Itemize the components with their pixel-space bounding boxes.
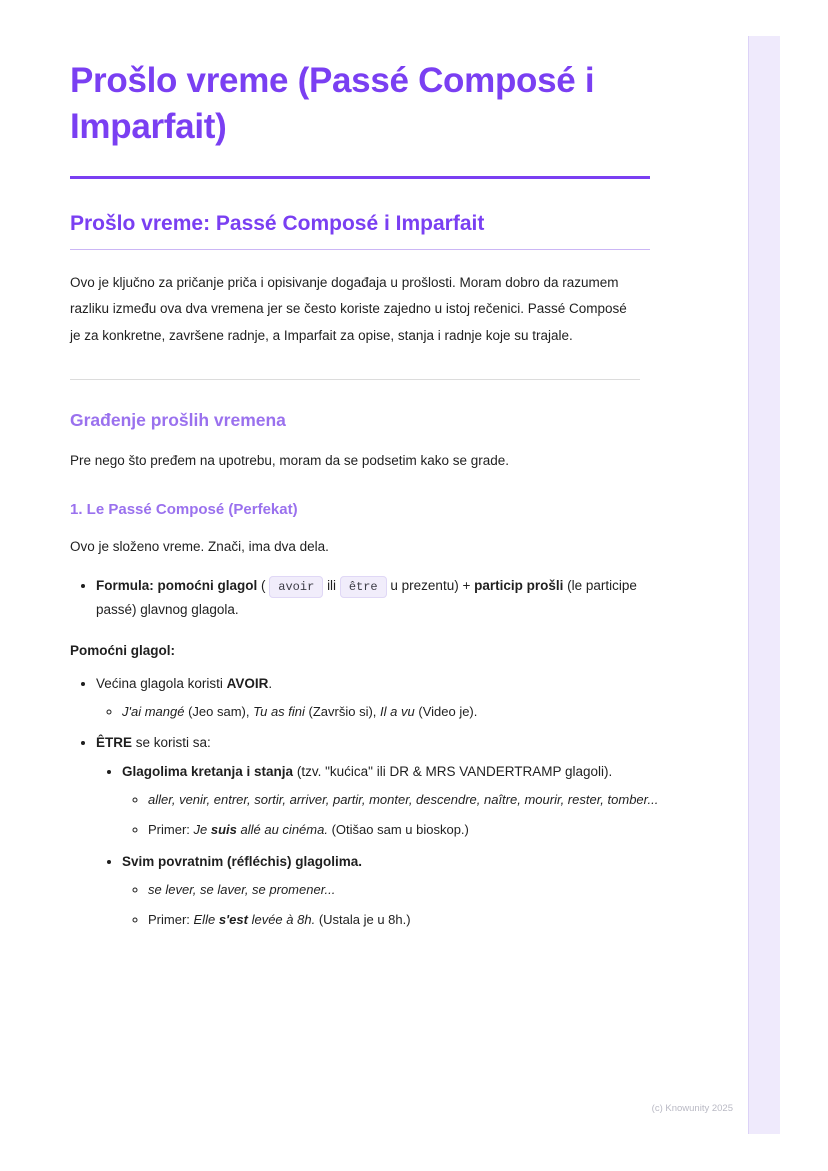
formula-label: Formula: pomoćni glagol (96, 577, 258, 593)
avoir-example-2-translation: (Završio si), (308, 703, 377, 719)
list-item-formula (96, 574, 680, 622)
etre-group1-bold: Glagolima kretanja i stanja (122, 764, 294, 780)
code-avoir: avoir (269, 576, 323, 598)
page-side-strip (748, 36, 780, 1134)
item-note: Ovo je složeno vreme. Znači, ima dva dela. (70, 539, 329, 555)
title-divider (70, 176, 650, 179)
avoir-example-2: Tu as fini (253, 703, 305, 719)
list-item-avoir-examples (122, 701, 680, 724)
etre-group1-example-translation: (Otišao sam u bioskop.) (331, 821, 469, 837)
list-item-etre-motion-verbs (122, 760, 680, 841)
etre-group2-bold: Svim povratnim (réfléchis) glagolima. (122, 854, 363, 870)
etre-bold: ÊTRE (96, 734, 133, 750)
avoir-examples-list (96, 701, 680, 724)
etre-group1-example-part2: allé au cinéma. (240, 821, 328, 837)
avoir-bold: AVOIR (226, 676, 269, 692)
avoir-lead-text: Većina glagola koristi (96, 676, 223, 692)
avoir-example-3: Il a vu (380, 703, 415, 719)
section-divider (70, 249, 650, 250)
etre-group2-example-translation: (Ustala je u 8h.) (318, 911, 411, 927)
subsection-heading: Građenje prošlih vremena (70, 409, 286, 430)
formula-after-code: u prezentu) + (390, 577, 471, 593)
formula-list (70, 574, 680, 622)
item-heading-passe-compose: 1. Le Passé Composé (Perfekat) (70, 501, 298, 519)
section-heading: Prošlo vreme: Passé Composé i Imparfait (70, 212, 485, 235)
list-item-etre (96, 731, 680, 932)
avoir-example-1: J'ai mangé (122, 703, 185, 719)
etre-groups-list (96, 760, 680, 931)
etre-group2-example-part2: levée à 8h. (251, 911, 316, 927)
etre-group1-verbs: aller, venir, entrer, sortir, arriver, partir, monter, descendre, naître, mourir, rester, tomber... (148, 791, 659, 807)
etre-lead-text: se koristi sa: (135, 734, 211, 750)
etre-group1-example-prefix: Primer: (148, 821, 190, 837)
avoir-example-1-translation: (Jeo sam), (188, 703, 250, 719)
etre-group1-example-part1: Je (193, 821, 208, 837)
avoir-example-3-translation: (Video je). (418, 703, 478, 719)
code-etre: être (340, 576, 387, 598)
formula-between: ili (327, 577, 337, 593)
list-item-etre-reflexive-verbs (122, 850, 680, 931)
formula-bold-tail: particip prošli (474, 577, 564, 593)
etre-group1-details (122, 789, 680, 842)
avoir-period: . (268, 676, 273, 692)
etre-group1-rest: (tzv. "kućica" ili DR & MRS VANDERTRAMP glagoli). (296, 764, 613, 780)
content-divider (70, 379, 640, 380)
list-item-etre-verb-list (148, 789, 680, 812)
intro-paragraph: Ovo je ključno za pričanje priča i opisivanje događaja u prošlosti. Moram dobro da razumem razliku između ova dva vremena jer se često koriste zajedno u istoj rečenici. Passé Composé je za konkretne, završene radnje, a Imparfait za opise, stanja i radnje koje su trajale. (70, 275, 627, 343)
copyright-footer: (c) Knowunity 2025 (651, 1103, 733, 1114)
etre-group2-example-prefix: Primer: (148, 911, 190, 927)
auxiliary-verb-list (70, 672, 680, 931)
list-item-avoir (96, 672, 680, 723)
etre-group2-details (122, 879, 680, 932)
list-item-etre-group2-verbs (148, 879, 680, 902)
auxiliary-verb-label: Pomoćni glagol: (70, 643, 176, 659)
etre-group1-example-bold: suis (210, 821, 237, 837)
list-item-etre-group2-example (148, 909, 680, 932)
subsection-lead: Pre nego što pređem na upotrebu, moram da se podsetim kako se grade. (70, 452, 510, 468)
page-title: Prošlo vreme (Passé Composé i Imparfait) (70, 61, 595, 146)
etre-group2-example-bold: s'est (218, 911, 248, 927)
etre-group2-example-part1: Elle (193, 911, 216, 927)
formula-paren-open: ( (261, 577, 266, 593)
list-item-etre-group1-example (148, 819, 680, 842)
formula-tail: (le participe passé) glavnog glagola. (96, 577, 637, 617)
etre-group2-verbs: se lever, se laver, se promener... (148, 881, 336, 897)
